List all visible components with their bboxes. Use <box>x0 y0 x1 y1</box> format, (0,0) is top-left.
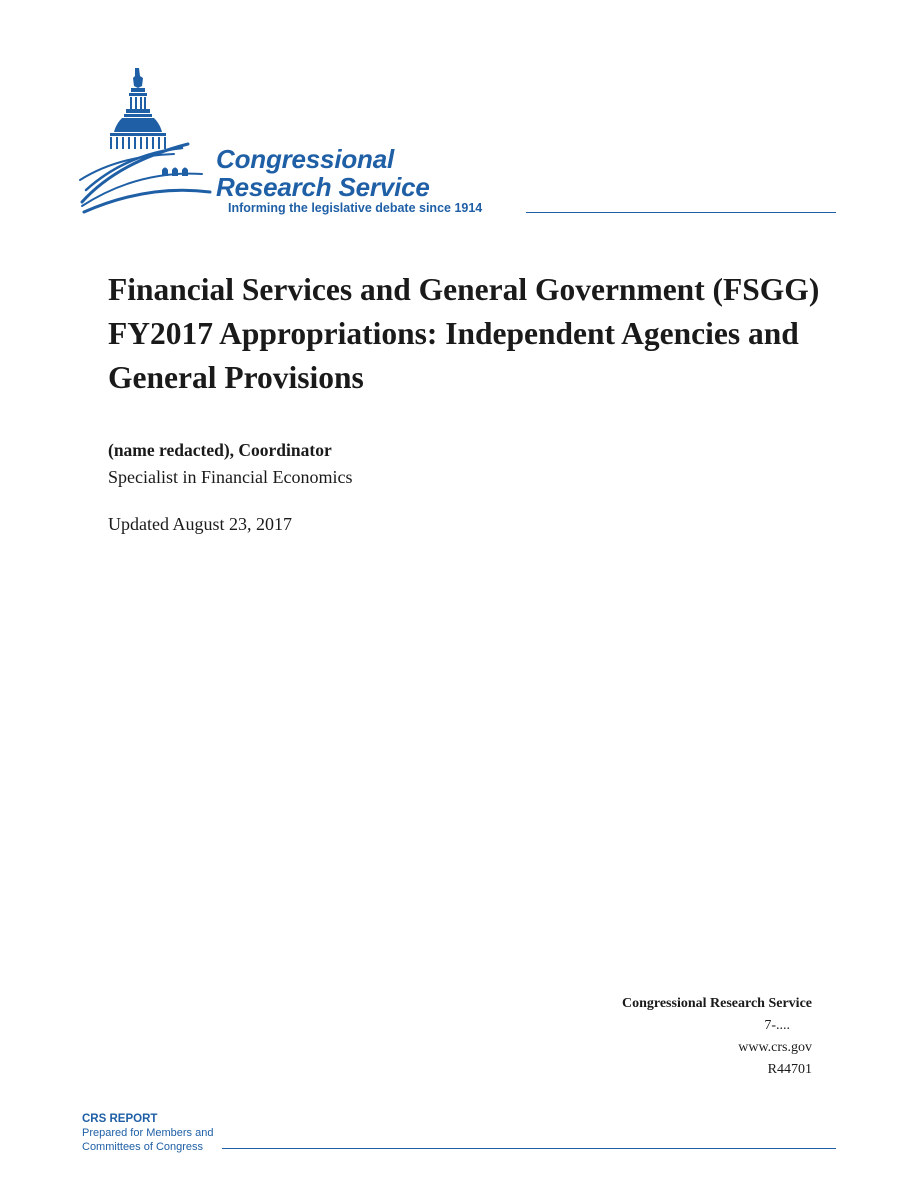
crs-report-label: CRS REPORT <box>82 1113 158 1125</box>
author-name: (name redacted), Coordinator <box>108 440 332 460</box>
header-rule <box>526 212 836 213</box>
logo-tagline: Informing the legislative debate since 1914 <box>228 201 483 215</box>
footer-line2: Committees of Congress <box>82 1141 204 1153</box>
capitol-dome-icon <box>78 66 228 218</box>
crs-report-footer <box>82 1112 213 1154</box>
publisher-url[interactable]: www.crs.gov <box>738 1040 812 1055</box>
logo-name-line1: Congressional <box>216 144 394 174</box>
publisher-block <box>622 993 812 1081</box>
footer-line1: Prepared for Members and <box>82 1127 214 1139</box>
footer-rule <box>222 1148 836 1149</box>
logo-name-line2: Research Service <box>216 172 430 202</box>
publisher-code: 7-.... <box>764 1018 790 1033</box>
report-number: R44701 <box>767 1062 812 1077</box>
updated-date: Updated August 23, 2017 <box>108 514 292 534</box>
author-role: Specialist in Financial Economics <box>108 467 353 487</box>
publisher-name: Congressional Research Service <box>621 996 812 1011</box>
logo-wordmark <box>216 145 430 201</box>
report-title: Financial Services and General Government (FSGG) FY2017 Appropriations: Independent Agencies and General Provisions <box>108 272 820 395</box>
